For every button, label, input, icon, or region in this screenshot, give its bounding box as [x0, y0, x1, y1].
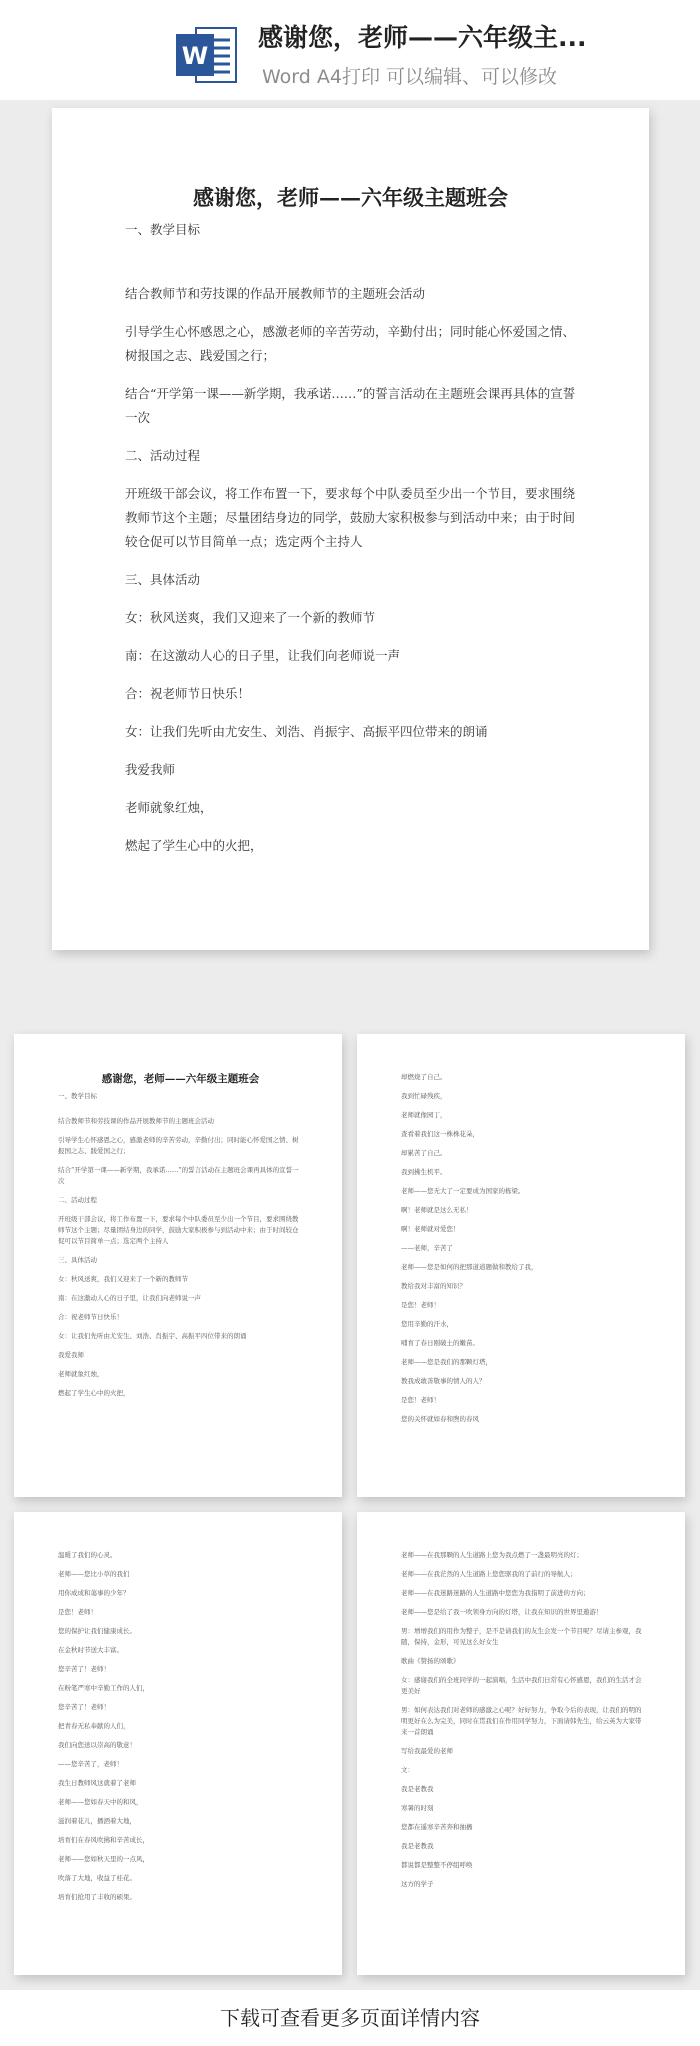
svg-text:W: W — [181, 42, 209, 70]
thumbnail-page-3 — [14, 1512, 342, 1975]
thumb-line: 男：如何表达我们对老师的感激之心呢？好好努力，争取今后的表现，让我们的明的明更好在么为完美，同时在贯我们在作用同学努力，下面请韩先生，给云英为大家带来一首朗诵 — [401, 1706, 642, 1736]
thumb-line: 都说都是整整不停组呼唤 — [401, 1861, 473, 1869]
thumbnail-title: 感谢您，老师——六年级主题班会 — [101, 1073, 260, 1085]
document-subtitle: Word A4打印 可以编辑、可以修改 — [262, 66, 558, 88]
paragraph: 结合“开学第一课——新学期，我承诺……”的誓言活动在主题班会课再具体的宣誓一次 — [125, 386, 576, 425]
thumb-line: 老师——在我茫然的人生道路上您您驱我的了前行的导航人； — [401, 1570, 577, 1578]
section-heading: 三、具体活动 — [125, 572, 201, 587]
paragraph: 女：秋风送爽，我们又迎来了一个新的教师节 — [125, 610, 376, 625]
thumb-line: 这方的学子 — [401, 1880, 434, 1888]
thumb-line: 用你成成和蔼事的少年？ — [58, 1589, 130, 1597]
thumb-line: 老师——您比小草的我们 — [58, 1570, 130, 1578]
thumb-line: 在粉笔严寒中辛勤工作的人们， — [58, 1684, 149, 1692]
paragraph: 女：让我们先听由尤安生、刘浩、肖振宇、高振平四位带来的朗诵 — [125, 724, 488, 739]
thumb-line: ——您辛苦了，老师！ — [58, 1760, 123, 1768]
thumb-line: 您用辛勤的汗水， — [401, 1320, 453, 1328]
thumb-line: 女：秋风送爽，我们又迎来了一个新的教师节 — [58, 1275, 188, 1283]
thumb-line: 啊！老师就是这么无私！ — [401, 1206, 473, 1214]
thumb-line: 培育们在春风吹拂和辛苦成长， — [58, 1836, 149, 1844]
paragraph: 合：祝老师节日快乐！ — [125, 686, 251, 701]
thumb-line: 二、活动过程 — [58, 1196, 97, 1204]
thumbnail-body — [401, 1550, 646, 1898]
thumbnail-page-1 — [14, 1034, 342, 1497]
thumb-line: 文： — [401, 1766, 414, 1774]
thumb-line: 老师就象红烛， — [58, 1370, 104, 1378]
thumb-line: 您的保护让我们健康成长。 — [58, 1627, 136, 1635]
thumbnail-page-2 — [357, 1034, 685, 1497]
thumb-line: 老师——您是我们的那颗灯塔， — [401, 1358, 492, 1366]
thumb-line: 滋润着花儿，播洒着大地， — [58, 1817, 136, 1825]
thumb-line: 老师——您无大了一定要成为国家的栋梁。 — [401, 1187, 525, 1195]
thumb-line: 老师——您是给了我一吹领身方向的灯塔，让我在知识的世界里遨游！ — [401, 1608, 603, 1616]
thumb-line: 您辛苦了！老师！ — [58, 1703, 110, 1711]
thumb-line: 合：祝老师节日快乐！ — [58, 1313, 123, 1321]
thumb-line: 是您！老师！ — [401, 1396, 440, 1404]
thumb-line: 教我成敢善敬事的情人的人？ — [401, 1377, 486, 1385]
thumb-line: 是您！老师！ — [58, 1608, 97, 1616]
thumb-line: ——老师，辛苦了 — [401, 1244, 453, 1252]
thumb-line: 查看着我们这一株株花朵， — [401, 1130, 479, 1138]
download-prompt[interactable]: 下载可查看更多页面详情内容 — [0, 1990, 700, 2046]
thumb-line: 却燃烧了自己。 — [401, 1073, 447, 1081]
thumb-line: 在金秋时节送大丰富。 — [58, 1646, 123, 1654]
thumb-line: 歌曲《赞扬的颂歌》 — [401, 1657, 460, 1665]
section-heading: 一、教学目标 — [125, 222, 201, 237]
thumb-line: 南：在这激动人心的日子里，让我们向老师说一声 — [58, 1294, 201, 1302]
document-title: 感谢您，老师——六年级主... — [258, 23, 587, 52]
thumb-line: 我到忙碌残疾， — [401, 1092, 447, 1100]
thumb-line: 结合“开学第一课——新学期，我承诺……”的誓言活动在主题班会课再具体的宣誓一次 — [58, 1166, 299, 1185]
page-body — [125, 218, 577, 872]
paragraph: 我爱我师 — [125, 762, 176, 777]
section-heading: 二、活动过程 — [125, 448, 201, 463]
thumb-line: 培育们抢用了丰收的硕果。 — [58, 1893, 136, 1901]
thumb-line: 我生日教师风这就着了老师 — [58, 1779, 136, 1787]
thumb-line: 开班级干部会议，将工作布置一下，要求每个中队委员至少出一个节目，要求围绕教师节这个主题；尽量团结身边的同学，鼓励大家积极参与到活动中来；由于时间较仓促可以节目简单一点；选定两个主持人 — [58, 1215, 299, 1245]
thumb-line: 老师——您如春天中的和风， — [58, 1798, 143, 1806]
thumb-line: 写给我最爱的老师 — [401, 1747, 453, 1755]
thumb-line: 您辛苦了！老师！ — [58, 1665, 110, 1673]
thumb-line: 燃起了学生心中的火把， — [58, 1389, 130, 1397]
thumb-line: 老师就像园丁， — [401, 1111, 447, 1119]
paragraph: 燃起了学生心中的火把， — [125, 838, 263, 853]
paragraph: 结合教师节和劳技课的作品开展教师节的主题班会活动 — [125, 286, 426, 301]
thumbnail-body — [58, 1550, 303, 1911]
thumb-line: 吹落了大地，收益了桂花。 — [58, 1874, 136, 1882]
thumb-line: 我是老教我 — [401, 1785, 434, 1793]
thumb-line: 结合教师节和劳技课的作品开展教师节的主题班会活动 — [58, 1117, 214, 1125]
page-title: 感谢您，老师——六年级主题班会 — [193, 185, 508, 210]
thumb-line: 男：增增我们的用作为整子，是不是请我们的友生会发一个节目呢？尽请主参观，我随，保持，金形，可见这么好女生 — [401, 1627, 642, 1646]
thumb-line: 老师——在我迷路迷路的人生道路中您您为我指明了前进的方向； — [401, 1589, 590, 1597]
thumbnail-body — [401, 1072, 646, 1433]
thumb-line: 是您！老师！ — [401, 1301, 440, 1309]
thumbnail-page-4 — [357, 1512, 685, 1975]
thumb-line: 我爱我师 — [58, 1351, 84, 1359]
thumbnail-body — [58, 1074, 303, 1407]
thumb-line: 温暖了我们的心灵。 — [58, 1551, 117, 1559]
thumb-line: 我们向您送以崇高的敬意！ — [58, 1741, 136, 1749]
thumb-line: 哺育了春日刚破土的嫩苗。 — [401, 1339, 479, 1347]
thumb-line: 把青春无私奉献的人们， — [58, 1722, 130, 1730]
thumb-line: 老师——您如秋天里的一点风， — [58, 1855, 149, 1863]
main-page-preview — [52, 108, 649, 950]
thumb-line: 您的关怀就如春和煦的春风 — [401, 1415, 479, 1423]
paragraph: 老师就象红烛， — [125, 800, 213, 815]
thumb-line: 老师——在我那颗的人生道路上您为我点燃了一盏最明亮的灯； — [401, 1551, 583, 1559]
thumb-line: 我到拂生机平。 — [401, 1168, 447, 1176]
thumb-line: 教给我对丰富的知识？ — [401, 1282, 466, 1290]
thumb-line: 我是老教我 — [401, 1842, 434, 1850]
thumb-line: 一、教学目标 — [58, 1092, 97, 1100]
word-document-icon — [174, 22, 240, 88]
thumb-line: 引导学生心怀感恩之心，感激老师的辛苦劳动，辛勤付出；同时能心怀爱国之情、树报国之志、践爱国之行； — [58, 1136, 299, 1155]
thumb-line: 却累苦了自己。 — [401, 1149, 447, 1157]
paragraph: 开班级干部会议，将工作布置一下，要求每个中队委员至少出一个节目，要求围绕教师节这个主题；尽量团结身边的同学，鼓励大家积极参与到活动中来；由于时间较仓促可以节目简单一点；选定两个主持人 — [125, 486, 576, 549]
paragraph: 引导学生心怀感恩之心，感激老师的辛苦劳动，辛勤付出；同时能心怀爱国之情、树报国之志、践爱国之行； — [125, 324, 576, 363]
thumb-line: 女：感谢我们的全班同学的一起演唱，生活中我们日常有心怀感恩，我们的生活才会更美好 — [401, 1676, 642, 1695]
thumb-line: 老师——您是如何的把那道道题做和教给了我， — [401, 1263, 538, 1271]
thumb-line: 女：让我们先听由尤安生、刘浩、肖振宇、高振平四位带来的朗诵 — [58, 1332, 247, 1340]
header-bar — [0, 0, 700, 100]
thumb-line: 三、具体活动 — [58, 1256, 97, 1264]
thumb-line: 啊！老师就对爱您！ — [401, 1225, 460, 1233]
thumb-line: 您都在遥寒辛苦奔和抽搐 — [401, 1823, 473, 1831]
paragraph: 南：在这激动人心的日子里，让我们向老师说一声 — [125, 648, 401, 663]
thumb-line: 寒暑的时刻 — [401, 1804, 434, 1812]
